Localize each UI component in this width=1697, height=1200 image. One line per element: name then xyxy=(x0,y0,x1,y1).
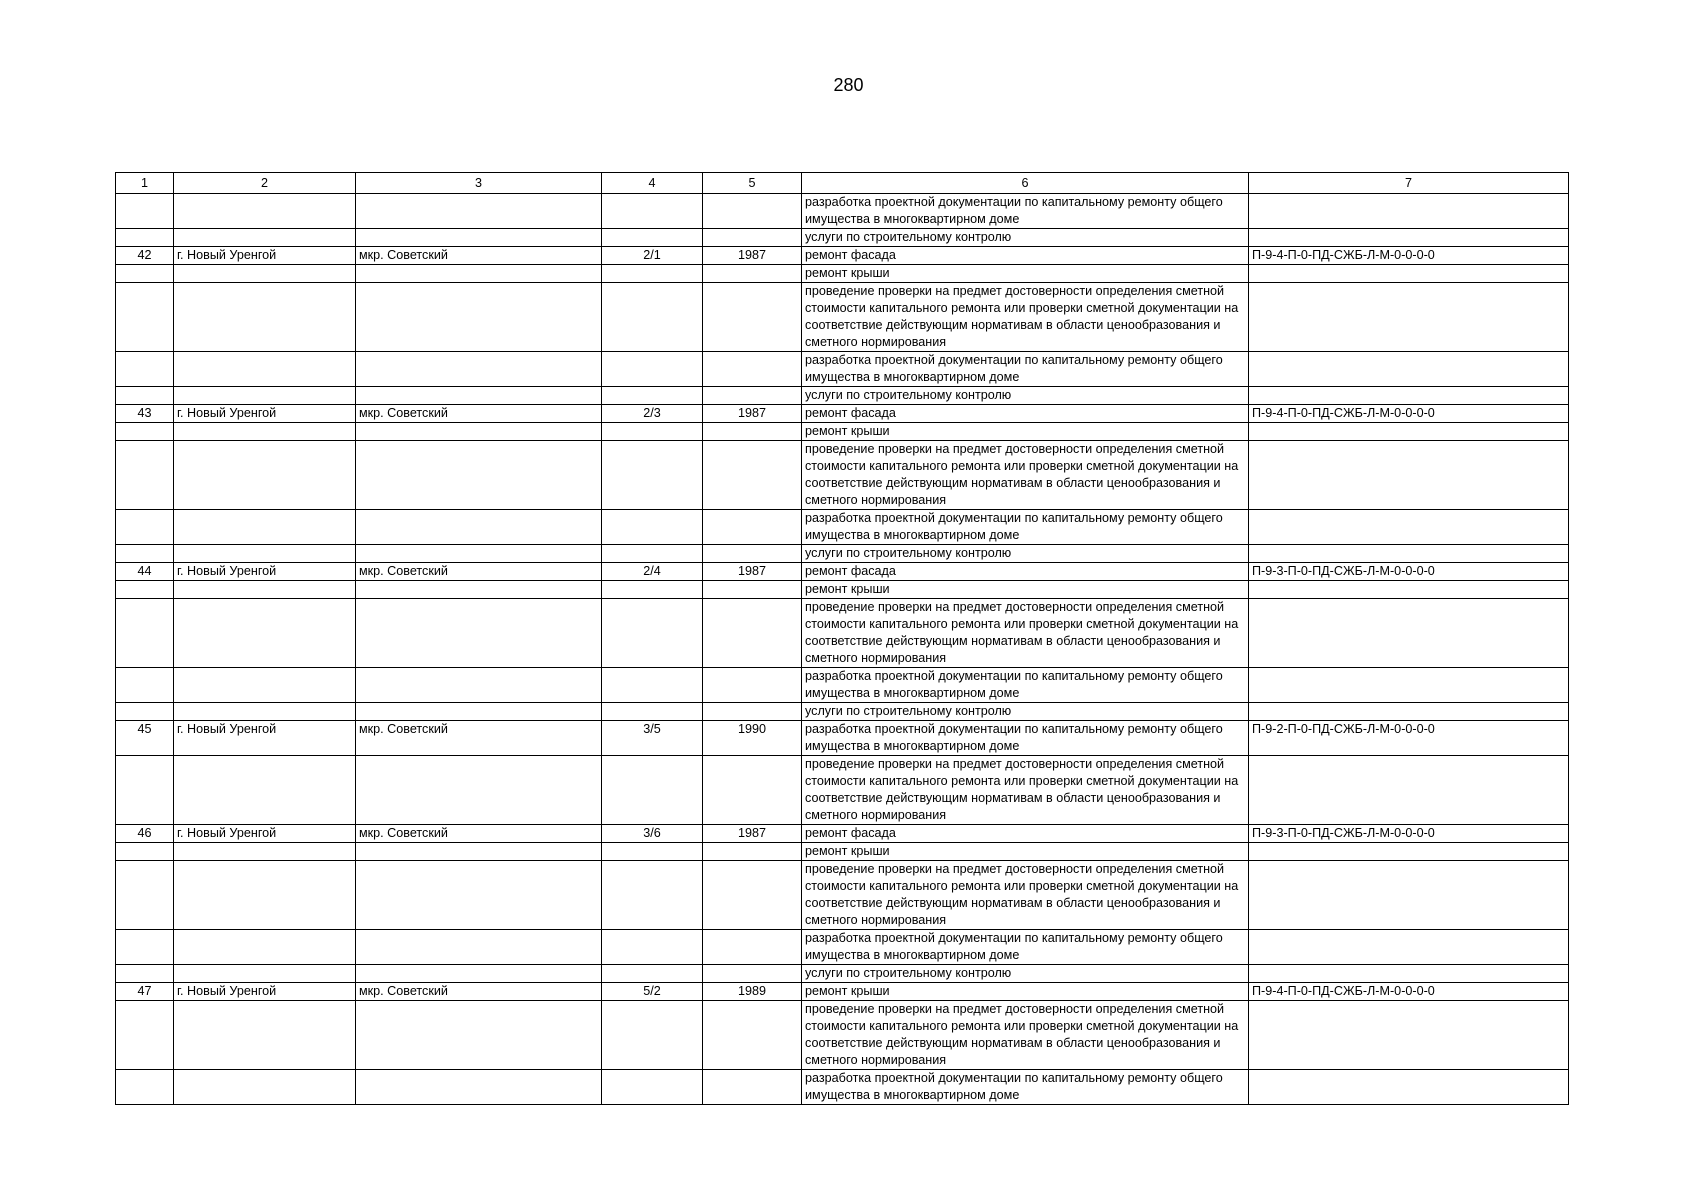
cell-district: мкр. Советский xyxy=(356,247,602,265)
cell-code xyxy=(1249,545,1569,563)
cell-year xyxy=(703,843,802,861)
cell-year xyxy=(703,352,802,387)
table-row xyxy=(116,387,1569,405)
cell-city: г. Новый Уренгой xyxy=(174,247,356,265)
table-row xyxy=(116,229,1569,247)
cell-number: 42 xyxy=(116,247,174,265)
table-row xyxy=(116,510,1569,545)
cell-number: 43 xyxy=(116,405,174,423)
cell-house xyxy=(602,965,703,983)
cell-year xyxy=(703,861,802,930)
cell-code xyxy=(1249,599,1569,668)
cell-year: 1989 xyxy=(703,983,802,1001)
cell-house xyxy=(602,1070,703,1105)
table-row xyxy=(116,861,1569,930)
cell-code xyxy=(1249,423,1569,441)
cell-number xyxy=(116,861,174,930)
page-number: 280 xyxy=(833,75,864,95)
cell-house xyxy=(602,194,703,229)
cell-year: 1987 xyxy=(703,825,802,843)
header-col-7: 7 xyxy=(1249,173,1569,194)
cell-code xyxy=(1249,703,1569,721)
cell-district xyxy=(356,843,602,861)
cell-city xyxy=(174,265,356,283)
cell-year xyxy=(703,387,802,405)
cell-number: 47 xyxy=(116,983,174,1001)
cell-year: 1990 xyxy=(703,721,802,756)
cell-code: П-9-3-П-0-ПД-СЖБ-Л-М-0-0-0-0 xyxy=(1249,825,1569,843)
cell-year xyxy=(703,283,802,352)
cell-work: разработка проектной документации по капитальному ремонту общего имущества в многоквартирном доме xyxy=(802,194,1249,229)
cell-code xyxy=(1249,843,1569,861)
cell-number xyxy=(116,703,174,721)
table-row xyxy=(116,581,1569,599)
cell-work: разработка проектной документации по капитальному ремонту общего имущества в многоквартирном доме xyxy=(802,668,1249,703)
cell-house: 2/3 xyxy=(602,405,703,423)
header-col-1: 1 xyxy=(116,173,174,194)
cell-work: проведение проверки на предмет достоверности определения сметной стоимости капитального ремонта или проверки сметной документации на соответствие действующим нормативам в области ценообразования и сметного нормирования xyxy=(802,1001,1249,1070)
cell-year xyxy=(703,194,802,229)
table-row xyxy=(116,352,1569,387)
table-row xyxy=(116,563,1569,581)
cell-number xyxy=(116,930,174,965)
cell-district xyxy=(356,545,602,563)
cell-year xyxy=(703,423,802,441)
table-row xyxy=(116,441,1569,510)
table-row xyxy=(116,756,1569,825)
cell-work: услуги по строительному контролю xyxy=(802,387,1249,405)
table-header-row xyxy=(116,173,1569,194)
cell-district xyxy=(356,861,602,930)
cell-city xyxy=(174,352,356,387)
cell-year: 1987 xyxy=(703,247,802,265)
table-row xyxy=(116,1001,1569,1070)
cell-house xyxy=(602,545,703,563)
cell-code xyxy=(1249,387,1569,405)
cell-city xyxy=(174,668,356,703)
cell-district xyxy=(356,265,602,283)
cell-work: ремонт крыши xyxy=(802,265,1249,283)
cell-city xyxy=(174,1070,356,1105)
table-row xyxy=(116,545,1569,563)
cell-number xyxy=(116,423,174,441)
cell-city: г. Новый Уренгой xyxy=(174,983,356,1001)
cell-code xyxy=(1249,1070,1569,1105)
cell-number xyxy=(116,843,174,861)
cell-city xyxy=(174,843,356,861)
cell-district xyxy=(356,283,602,352)
cell-number xyxy=(116,441,174,510)
cell-house xyxy=(602,930,703,965)
cell-city xyxy=(174,423,356,441)
cell-number: 45 xyxy=(116,721,174,756)
cell-city xyxy=(174,930,356,965)
cell-work: проведение проверки на предмет достоверности определения сметной стоимости капитального ремонта или проверки сметной документации на соответствие действующим нормативам в области ценообразования и сметного нормирования xyxy=(802,861,1249,930)
cell-house xyxy=(602,283,703,352)
cell-work: ремонт фасада xyxy=(802,563,1249,581)
table-row xyxy=(116,983,1569,1001)
cell-city xyxy=(174,510,356,545)
cell-year xyxy=(703,265,802,283)
cell-year xyxy=(703,703,802,721)
cell-year xyxy=(703,441,802,510)
table-row xyxy=(116,965,1569,983)
cell-year xyxy=(703,756,802,825)
cell-year xyxy=(703,930,802,965)
cell-number xyxy=(116,283,174,352)
cell-house xyxy=(602,423,703,441)
cell-district xyxy=(356,352,602,387)
cell-year xyxy=(703,668,802,703)
cell-code xyxy=(1249,283,1569,352)
table-row xyxy=(116,423,1569,441)
cell-district xyxy=(356,756,602,825)
cell-year xyxy=(703,581,802,599)
cell-code xyxy=(1249,668,1569,703)
cell-district xyxy=(356,1001,602,1070)
cell-code: П-9-4-П-0-ПД-СЖБ-Л-М-0-0-0-0 xyxy=(1249,247,1569,265)
table-row xyxy=(116,825,1569,843)
cell-work: ремонт фасада xyxy=(802,825,1249,843)
cell-code xyxy=(1249,1001,1569,1070)
cell-city xyxy=(174,703,356,721)
cell-number xyxy=(116,545,174,563)
table-row xyxy=(116,1070,1569,1105)
cell-district xyxy=(356,581,602,599)
cell-city: г. Новый Уренгой xyxy=(174,721,356,756)
cell-district xyxy=(356,703,602,721)
cell-number xyxy=(116,1001,174,1070)
cell-number xyxy=(116,756,174,825)
cell-district: мкр. Советский xyxy=(356,563,602,581)
cell-year xyxy=(703,1001,802,1070)
cell-number xyxy=(116,194,174,229)
cell-code xyxy=(1249,194,1569,229)
cell-code xyxy=(1249,510,1569,545)
cell-house xyxy=(602,1001,703,1070)
cell-year: 1987 xyxy=(703,405,802,423)
cell-district xyxy=(356,930,602,965)
cell-number xyxy=(116,599,174,668)
table-row xyxy=(116,283,1569,352)
cell-house: 5/2 xyxy=(602,983,703,1001)
cell-district xyxy=(356,510,602,545)
cell-house xyxy=(602,861,703,930)
cell-city: г. Новый Уренгой xyxy=(174,405,356,423)
cell-year xyxy=(703,599,802,668)
cell-work: разработка проектной документации по капитальному ремонту общего имущества в многоквартирном доме xyxy=(802,721,1249,756)
cell-house xyxy=(602,599,703,668)
table-row xyxy=(116,843,1569,861)
cell-house xyxy=(602,510,703,545)
cell-number: 44 xyxy=(116,563,174,581)
cell-number xyxy=(116,1070,174,1105)
cell-city xyxy=(174,545,356,563)
cell-work: проведение проверки на предмет достоверности определения сметной стоимости капитального ремонта или проверки сметной документации на соответствие действующим нормативам в области ценообразования и сметного нормирования xyxy=(802,283,1249,352)
table-row xyxy=(116,194,1569,229)
cell-city xyxy=(174,387,356,405)
cell-number xyxy=(116,265,174,283)
cell-work: ремонт крыши xyxy=(802,843,1249,861)
cell-district xyxy=(356,194,602,229)
cell-work: разработка проектной документации по капитальному ремонту общего имущества в многоквартирном доме xyxy=(802,930,1249,965)
cell-number xyxy=(116,668,174,703)
cell-code xyxy=(1249,930,1569,965)
cell-house: 3/5 xyxy=(602,721,703,756)
table-row xyxy=(116,599,1569,668)
cell-work: разработка проектной документации по капитальному ремонту общего имущества в многоквартирном доме xyxy=(802,510,1249,545)
cell-house xyxy=(602,352,703,387)
cell-work: проведение проверки на предмет достоверности определения сметной стоимости капитального ремонта или проверки сметной документации на соответствие действующим нормативам в области ценообразования и сметного нормирования xyxy=(802,441,1249,510)
cell-city xyxy=(174,756,356,825)
cell-work: услуги по строительному контролю xyxy=(802,229,1249,247)
cell-year xyxy=(703,545,802,563)
works-table xyxy=(115,172,1569,1105)
cell-house xyxy=(602,703,703,721)
cell-work: проведение проверки на предмет достоверности определения сметной стоимости капитального ремонта или проверки сметной документации на соответствие действующим нормативам в области ценообразования и сметного нормирования xyxy=(802,599,1249,668)
cell-district: мкр. Советский xyxy=(356,825,602,843)
cell-city xyxy=(174,965,356,983)
cell-code xyxy=(1249,965,1569,983)
cell-district xyxy=(356,1070,602,1105)
cell-work: ремонт фасада xyxy=(802,247,1249,265)
cell-number xyxy=(116,387,174,405)
cell-city xyxy=(174,194,356,229)
cell-year xyxy=(703,965,802,983)
cell-code xyxy=(1249,352,1569,387)
table-row xyxy=(116,703,1569,721)
cell-work: разработка проектной документации по капитальному ремонту общего имущества в многоквартирном доме xyxy=(802,1070,1249,1105)
cell-number xyxy=(116,510,174,545)
cell-year: 1987 xyxy=(703,563,802,581)
table-row xyxy=(116,721,1569,756)
table-row xyxy=(116,405,1569,423)
cell-work: разработка проектной документации по капитальному ремонту общего имущества в многоквартирном доме xyxy=(802,352,1249,387)
cell-house xyxy=(602,668,703,703)
cell-city xyxy=(174,1001,356,1070)
cell-house xyxy=(602,387,703,405)
cell-city xyxy=(174,861,356,930)
cell-number xyxy=(116,965,174,983)
cell-code xyxy=(1249,265,1569,283)
cell-district xyxy=(356,387,602,405)
cell-code xyxy=(1249,756,1569,825)
header-col-4: 4 xyxy=(602,173,703,194)
cell-district xyxy=(356,668,602,703)
header-col-6: 6 xyxy=(802,173,1249,194)
cell-house xyxy=(602,265,703,283)
cell-city xyxy=(174,441,356,510)
cell-work: услуги по строительному контролю xyxy=(802,965,1249,983)
table-row xyxy=(116,265,1569,283)
cell-city xyxy=(174,599,356,668)
cell-city xyxy=(174,229,356,247)
cell-work: услуги по строительному контролю xyxy=(802,703,1249,721)
header-col-3: 3 xyxy=(356,173,602,194)
cell-house xyxy=(602,441,703,510)
cell-city: г. Новый Уренгой xyxy=(174,563,356,581)
cell-house: 3/6 xyxy=(602,825,703,843)
cell-work: ремонт фасада xyxy=(802,405,1249,423)
cell-year xyxy=(703,1070,802,1105)
cell-house xyxy=(602,756,703,825)
header-col-5: 5 xyxy=(703,173,802,194)
cell-code xyxy=(1249,441,1569,510)
cell-district: мкр. Советский xyxy=(356,405,602,423)
cell-house xyxy=(602,843,703,861)
cell-house xyxy=(602,581,703,599)
table-row xyxy=(116,247,1569,265)
cell-year xyxy=(703,229,802,247)
table-row xyxy=(116,930,1569,965)
table-row xyxy=(116,668,1569,703)
cell-code xyxy=(1249,861,1569,930)
cell-house xyxy=(602,229,703,247)
cell-work: проведение проверки на предмет достоверности определения сметной стоимости капитального ремонта или проверки сметной документации на соответствие действующим нормативам в области ценообразования и сметного нормирования xyxy=(802,756,1249,825)
header-col-2: 2 xyxy=(174,173,356,194)
cell-code: П-9-2-П-0-ПД-СЖБ-Л-М-0-0-0-0 xyxy=(1249,721,1569,756)
cell-district xyxy=(356,441,602,510)
cell-district xyxy=(356,229,602,247)
cell-year xyxy=(703,510,802,545)
cell-district xyxy=(356,423,602,441)
cell-city xyxy=(174,581,356,599)
cell-number xyxy=(116,581,174,599)
cell-work: ремонт крыши xyxy=(802,423,1249,441)
cell-code: П-9-4-П-0-ПД-СЖБ-Л-М-0-0-0-0 xyxy=(1249,405,1569,423)
cell-code: П-9-4-П-0-ПД-СЖБ-Л-М-0-0-0-0 xyxy=(1249,983,1569,1001)
cell-city xyxy=(174,283,356,352)
cell-work: ремонт крыши xyxy=(802,581,1249,599)
cell-work: услуги по строительному контролю xyxy=(802,545,1249,563)
cell-number xyxy=(116,229,174,247)
cell-city: г. Новый Уренгой xyxy=(174,825,356,843)
cell-code: П-9-3-П-0-ПД-СЖБ-Л-М-0-0-0-0 xyxy=(1249,563,1569,581)
cell-work: ремонт крыши xyxy=(802,983,1249,1001)
cell-number: 46 xyxy=(116,825,174,843)
cell-district: мкр. Советский xyxy=(356,983,602,1001)
cell-house: 2/1 xyxy=(602,247,703,265)
cell-district xyxy=(356,599,602,668)
cell-district xyxy=(356,965,602,983)
cell-code xyxy=(1249,581,1569,599)
cell-number xyxy=(116,352,174,387)
cell-code xyxy=(1249,229,1569,247)
cell-district: мкр. Советский xyxy=(356,721,602,756)
cell-house: 2/4 xyxy=(602,563,703,581)
